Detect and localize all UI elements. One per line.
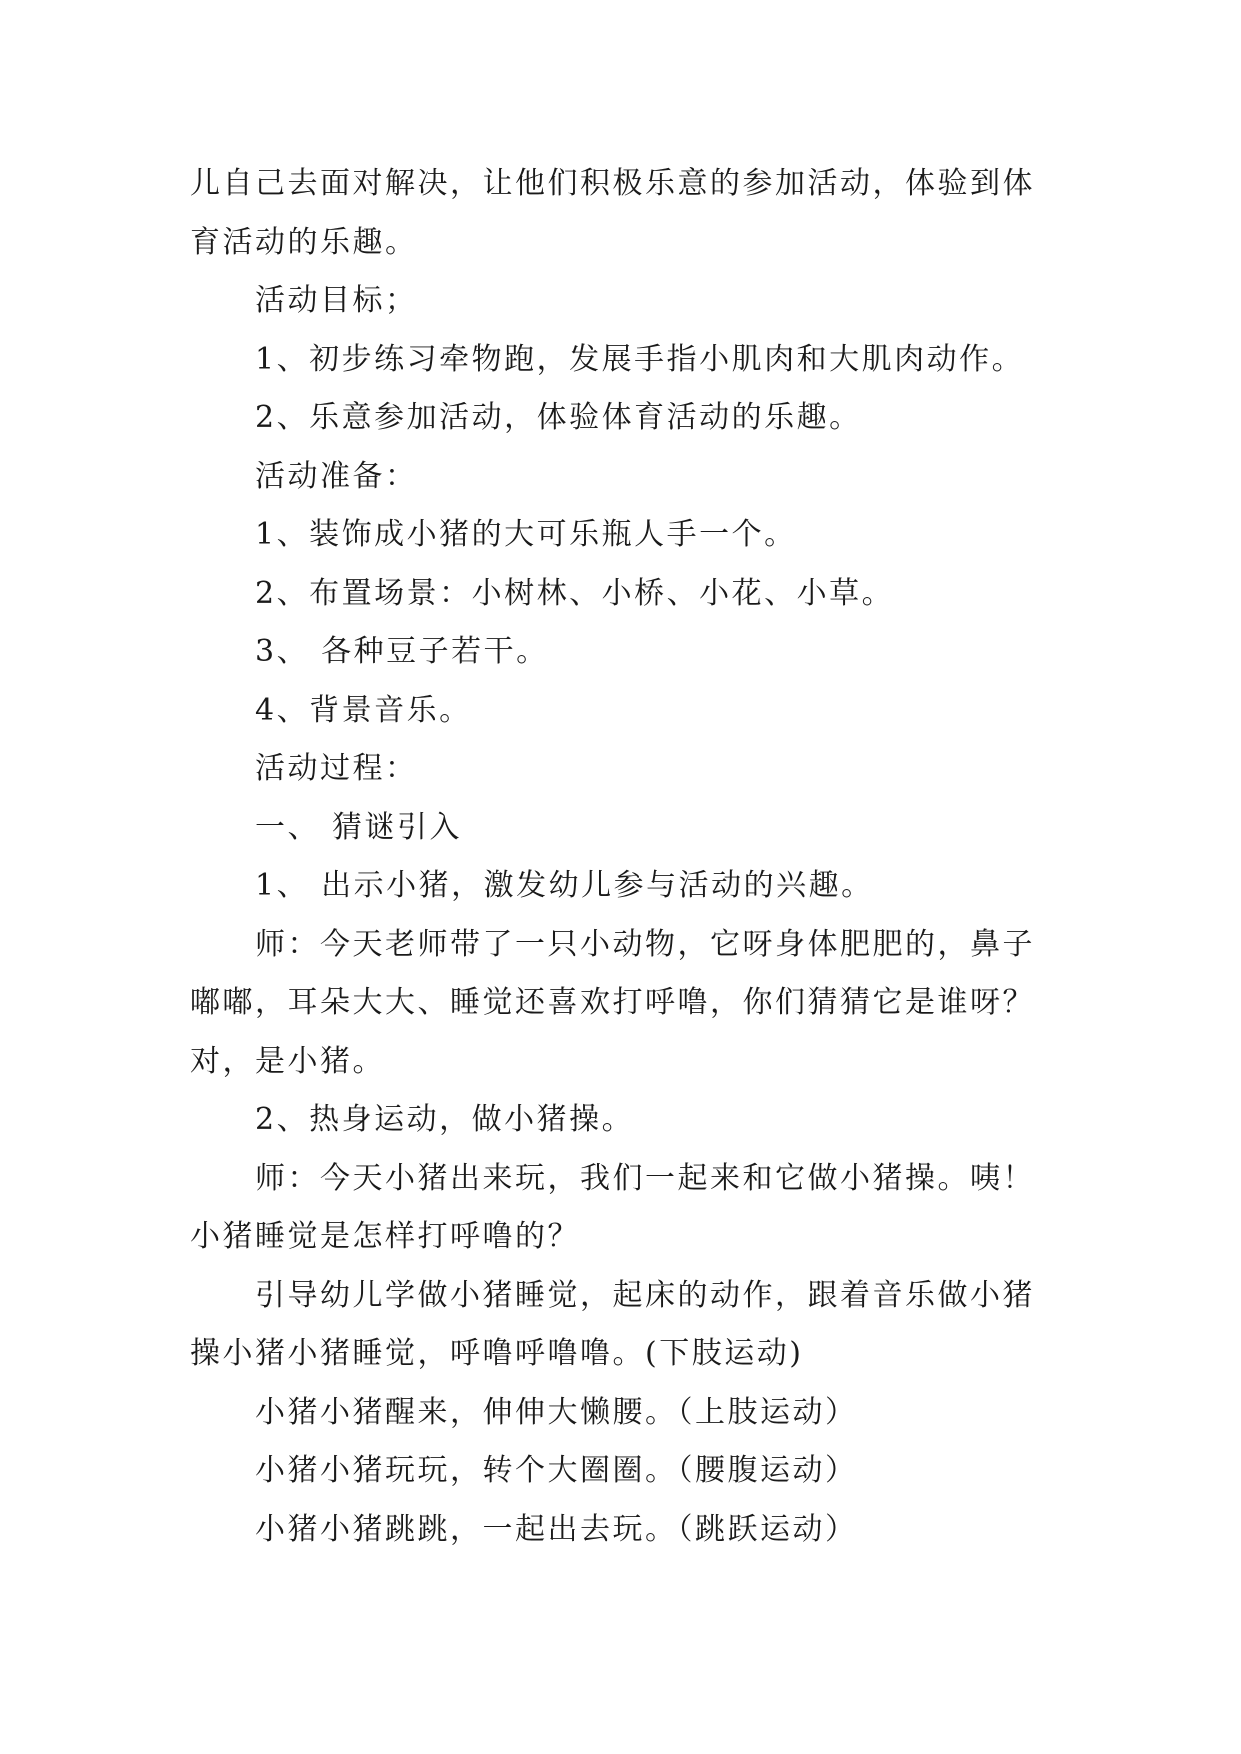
list-item: 1、装饰成小猪的大可乐瓶人手一个。 — [255, 517, 797, 552]
paragraph: 引导幼儿学做小猪睡觉，起床的动作，跟着音乐做小猪操小猪小猪睡觉，呼噜呼噜噜。(下肢运动) — [190, 1277, 1035, 1371]
list-item: 2、乐意参加活动，体验体育活动的乐趣。 — [255, 400, 862, 435]
document-body — [190, 155, 1050, 1559]
paragraph: 师：今天老师带了一只小动物，它呀身体肥肥的，鼻子嘟嘟，耳朵大大、睡觉还喜欢打呼噜，你们猜猜它是谁呀？对，是小猪。 — [190, 926, 1035, 1079]
section-heading-preparation: 活动准备： — [255, 458, 418, 494]
subsection-heading: 一、 猜谜引入 — [255, 809, 463, 845]
list-item: 1、 出示小猪，激发幼儿参与活动的兴趣。 — [255, 868, 874, 903]
paragraph: 小猪小猪跳跳，一起出去玩。（跳跃运动） — [255, 1511, 858, 1547]
list-item: 1、初步练习牵物跑，发展手指小肌肉和大肌肉动作。 — [255, 341, 1025, 377]
list-item: 2、布置场景：小树林、小桥、小花、小草。 — [255, 575, 895, 611]
section-heading-process: 活动过程： — [255, 751, 418, 786]
paragraph: 儿自己去面对解决，让他们积极乐意的参加活动，体验到体育活动的乐趣。 — [190, 166, 1035, 260]
paragraph: 小猪小猪醒来，伸伸大懒腰。（上肢运动） — [255, 1394, 858, 1430]
list-item: 3、 各种豆子若干。 — [255, 634, 549, 669]
section-heading-objectives: 活动目标； — [255, 283, 418, 318]
list-item: 4、背景音乐。 — [255, 692, 472, 728]
list-item: 2、热身运动，做小猪操。 — [255, 1102, 635, 1137]
paragraph: 师：今天小猪出来玩，我们一起来和它做小猪操。咦！小猪睡觉是怎样打呼噜的？ — [190, 1160, 1035, 1254]
paragraph: 小猪小猪玩玩，转个大圈圈。（腰腹运动） — [255, 1453, 858, 1488]
